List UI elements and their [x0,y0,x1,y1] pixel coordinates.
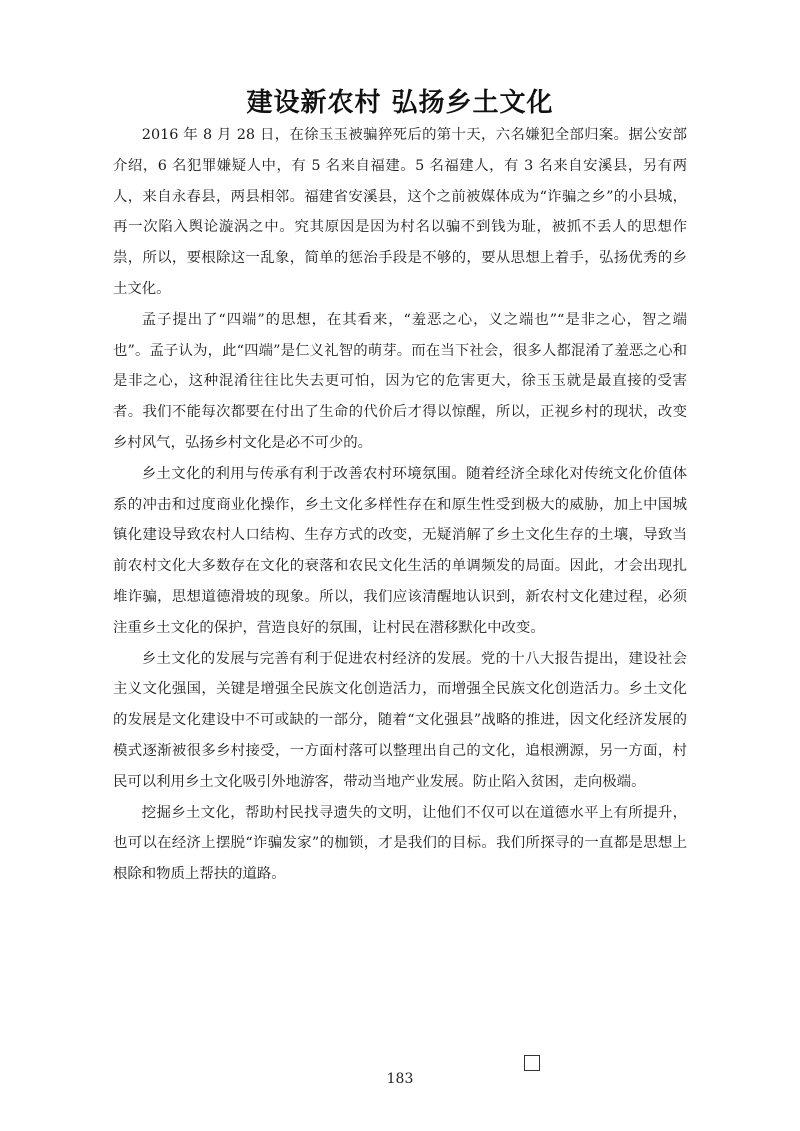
paragraph-3: 乡土文化的利用与传承有利于改善农村环境氛围。随着经济全球化对传统文化价值体系的冲击和过度商业化操作，乡土文化多样性存在和原生性受到极大的威胁，加上中国城镇化建设导致农村人口结构、生存方式的改变，无疑消解了乡土文化生存的土壤，导致当前农村文化大多数存在文化的衰落和农民文化生活的单调频发的局面。因此，才会出现扎堆诈骗，思想道德滑坡的现象。所以，我们应该清醒地认识到，新农村文化建过程，必须注重乡土文化的保护，营造良好的氛围，让村民在潜移默化中改变。 [113,465,687,636]
paragraph-4: 乡土文化的发展与完善有利于促进农村经济的发展。党的十八大报告提出，建设社会主义文化强国，关键是增强全民族文化创造活力，而增强全民族文化创造活力。乡土文化的发展是文化建设中不可或缺的一部分，随着“文化强县”战略的推进，因文化经济发展的模式逐渐被很多乡村接受，一方面村落可以整理出自己的文化，追根溯源，另一方面，村民可以利用乡土文化吸引外地游客，带动当地产业发展。防止陷入贫困，走向极端。 [113,650,687,790]
paragraph-2: 孟子提出了“四端”的思想，在其看来，“羞恶之心，义之端也”“是非之心，智之端也”。孟子认为，此“四端”是仁义礼智的萌芽。而在当下社会，很多人都混淆了羞恶之心和是非之心，这种混淆往往比失去更可怕，因为它的危害更大，徐玉玉就是最直接的受害者。我们不能每次都要在付出了生命的代价后才得以惊醒，所以，正视乡村的现状，改变乡村风气，弘扬乡村文化是必不可少的。 [113,311,687,451]
page-number: 183 [386,1071,414,1087]
checkbox[interactable] [524,1055,540,1071]
article-body [113,120,687,890]
paragraph-1: 2016 年 8 月 28 日，在徐玉玉被骗猝死后的第十天，六名嫌犯全部归案。据公安部介绍，6 名犯罪嫌疑人中，有 5 名来自福建。5 名福建人，有 3 名来自安溪县，另有两人，来自永春县，两县相邻。福建省安溪县，这个之前被媒体成为“诈骗之乡”的小县城，再一次陷入舆论漩涡之中。究其原因是因为村名以骗不到钱为耻，被抓不丢人的思想作祟，所以，要根除这一乱象，简单的惩治手段是不够的，要从思想上着手，弘扬优秀的乡土文化。 [113,127,687,297]
paragraph-5: 挖掘乡土文化，帮助村民找寻遗失的文明，让他们不仅可以在道德水平上有所提升，也可以在经济上摆脱“诈骗发家”的枷锁，才是我们的目标。我们所探寻的一直都是思想上根除和物质上帮扶的道路。 [113,804,687,883]
document-title: 建设新农村 弘扬乡土文化 [246,88,554,118]
